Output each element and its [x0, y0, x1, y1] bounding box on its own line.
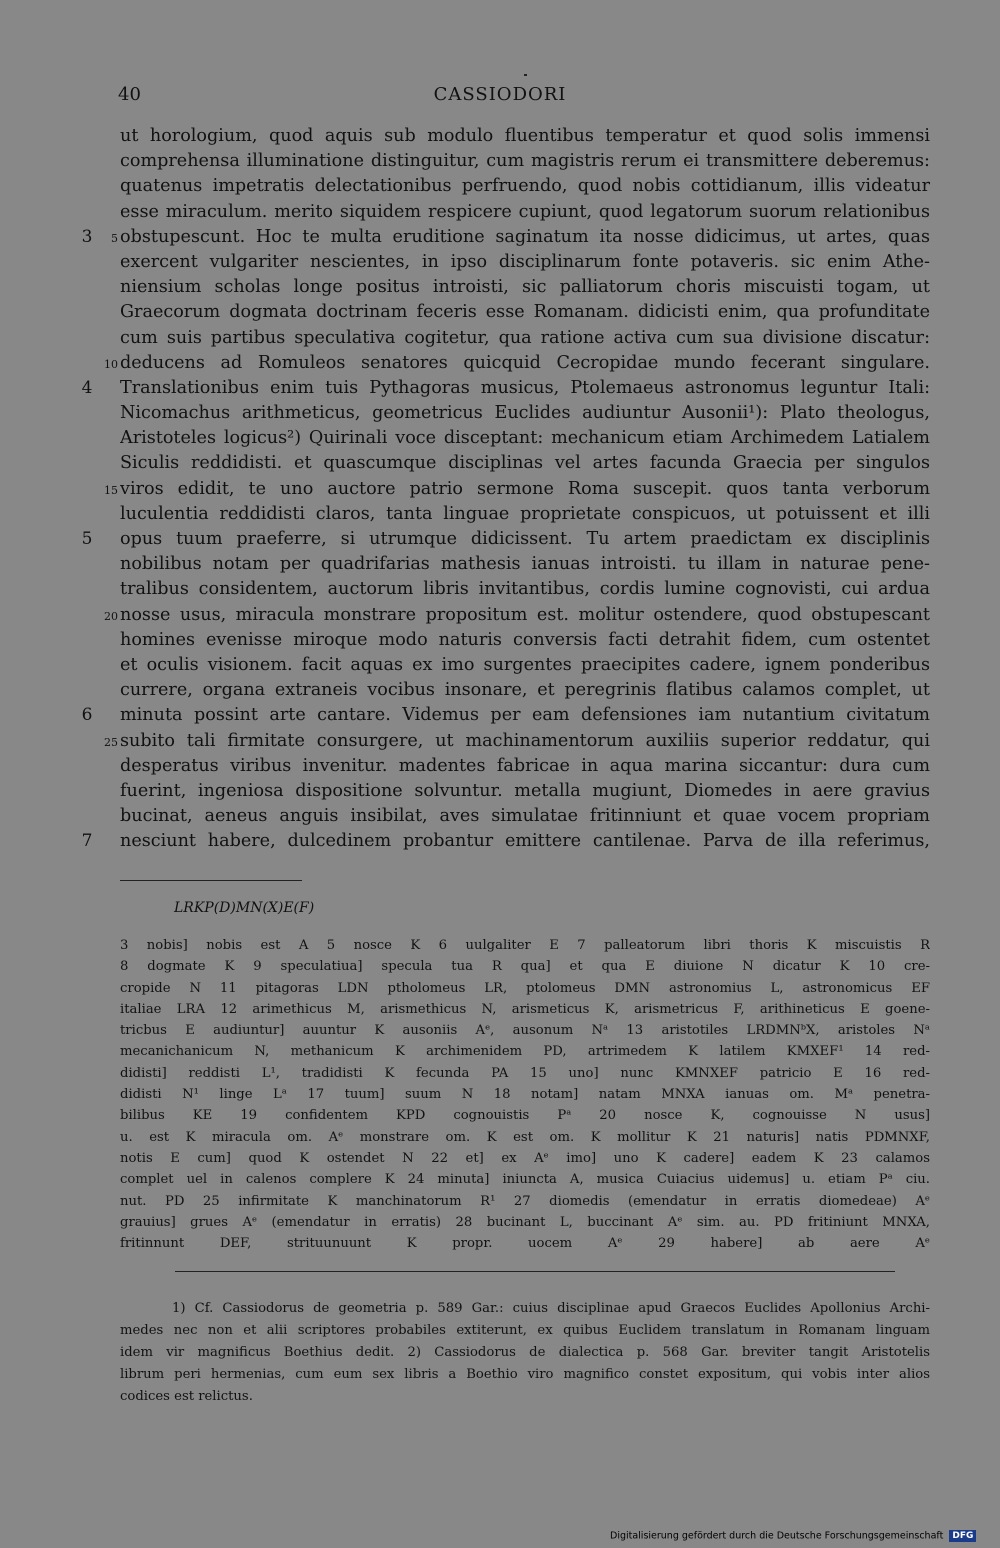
text-line — [0, 451, 1000, 476]
line-text: currere, organa extraneis vocibus insonare, et peregrinis flatibus calamos complet, ut — [120, 680, 930, 701]
line-text: tralibus considentem, auctorum libris invitantibus, cordis lumine cognovisti, cui ardua — [120, 579, 930, 600]
text-line — [0, 527, 1000, 552]
text-line — [0, 149, 1000, 174]
text-line — [0, 678, 1000, 703]
section-number: 7 — [81, 831, 93, 852]
apparatus-line: nut. PD 25 infirmitate K manchinatorum R¹ 27 diomedis (emendatur in erratis diomedeae) Aᵉ — [120, 1193, 930, 1209]
line-text: niensium scholas longe positus introisti, sic palliatorum choris miscuisti togam, ut — [120, 277, 930, 298]
footnote-line: 1) Cf. Cassiodorus de geometria p. 589 Gar.: cuius disciplinae apud Graecos Euclides Apollonius Archi- — [172, 1301, 930, 1316]
running-head: CASSIODORI — [433, 84, 567, 105]
line-text: quatenus impetratis delectationibus perfruendo, quod nobis cottidianum, illis videatur — [120, 176, 930, 197]
text-line — [0, 804, 1000, 829]
line-number: 15 — [104, 483, 118, 497]
page-header — [0, 84, 1000, 108]
footnotes — [120, 1298, 930, 1408]
footnote-line: codices est relictus. — [120, 1389, 253, 1404]
text-line — [0, 225, 1000, 250]
apparatus-line: bilibus KE 19 confidentem KPD cognouistis Pᵃ 20 nosce K, cognouisse N usus] — [120, 1108, 930, 1124]
apparatus-line: u. est K miracula om. Aᵉ monstrare om. K est om. K mollitur K 21 naturis] natis PDMNXF, — [120, 1129, 930, 1145]
dfg-logo: DFG — [949, 1530, 976, 1542]
line-text: cum suis partibus speculativa cogitetur, qua ratione activa cum sua divisione discatur: — [120, 327, 930, 348]
text-line — [0, 401, 1000, 426]
text-line — [0, 829, 1000, 854]
line-text: esse miraculum. merito siquidem respicere cupiunt, quod legatorum suorum relationibus — [120, 201, 930, 222]
line-text: viros edidit, te uno auctore patrio sermone Roma suscepit. quos tanta verborum — [120, 478, 930, 499]
text-line — [0, 552, 1000, 577]
apparatus-line: italiae LRA 12 arimethicus M, arismethicus N, arismeticus K, arismetricus F, arithineticus E goene- — [120, 1001, 930, 1017]
text-line — [0, 124, 1000, 149]
manuscript-sigla: LRKP(D)MN(X)E(F) — [174, 900, 315, 916]
line-text: Aristoteles logicus²) Quirinali voce disceptant: mechanicum etiam Archimedem Latialem — [120, 428, 930, 449]
text-line — [0, 351, 1000, 376]
footnote-line: idem vir magnificus Boethius dedit. 2) Cassiodorus de dialectica p. 568 Gar. breviter tangit Aristotelis — [120, 1345, 930, 1360]
section-number: 4 — [81, 377, 93, 398]
line-text: Translationibus enim tuis Pythagoras musicus, Ptolemaeus astronomus leguntur Itali: — [120, 377, 930, 398]
line-text: nesciunt habere, dulcedinem probantur emittere cantilenae. Parva de illa referimus, — [120, 831, 930, 852]
section-number: 3 — [81, 226, 93, 247]
line-number: 5 — [111, 231, 118, 245]
line-number: 25 — [104, 735, 118, 749]
apparatus-line: 3 nobis] nobis est A 5 nosce K 6 uulgaliter E 7 palleatorum libri thoris K miscuistis R — [120, 938, 930, 953]
line-text: minuta possint arte cantare. Videmus per eam defensiones iam nutantium civitatum — [120, 705, 930, 726]
apparatus-line: didisti N¹ linge Lᵃ 17 tuum] suum N 18 notam] natam MNXA ianuas om. Mᵃ penetra- — [120, 1087, 930, 1103]
apparatus-line: didisti] reddisti L¹, tradidisti K fecunda PA 15 uno] nunc KMNXEF patricio E 16 red- — [120, 1065, 930, 1081]
line-number: 10 — [104, 357, 118, 371]
text-line — [0, 603, 1000, 628]
critical-apparatus — [120, 935, 930, 1254]
page-number: 40 — [118, 84, 141, 105]
line-text: nosse usus, miracula monstrare propositum est. molitur ostendere, quod obstupescant — [120, 604, 930, 625]
apparatus-line: fritinnunt DEF, strituunuunt K propr. uocem Aᵉ 29 habere] ab aere Aᵉ — [120, 1236, 930, 1252]
line-text: bucinat, aeneus anguis insibilat, aves simulatae fritinniunt et quae vocem propriam — [120, 806, 930, 827]
line-text: Nicomachus arithmeticus, geometricus Euclides audiuntur Ausonii¹): Plato theologus, — [120, 403, 930, 424]
text-line — [0, 628, 1000, 653]
line-text: luculentia reddidisti claros, tanta linguae proprietate conspicuos, ut potuissent et illi — [120, 503, 930, 524]
text-line — [0, 426, 1000, 451]
line-text: desperatus viribus invenitur. madentes fabricae in aqua marina siccantur: dura cum — [120, 755, 930, 776]
footer-credit — [610, 1530, 976, 1542]
line-text: homines evenisse miroque modo naturis conversis facti detrahit fidem, cum ostentet — [120, 629, 930, 650]
line-text: comprehensa illuminatione distinguitur, cum magistris rerum ei transmittere deberemus: — [120, 151, 930, 172]
apparatus-line: mecanichanicum N, methanicum K archimenidem PD, artrimedem K latilem KMXEF¹ 14 red- — [120, 1044, 930, 1060]
line-text: exercent vulgariter nescientes, in ipso disciplinarum fonte potaveris. sic enim Athe- — [120, 251, 930, 272]
apparatus-line: 8 dogmate K 9 speculatiua] specula tua R qua] et qua E diuione N dicatur K 10 cre- — [120, 959, 930, 975]
text-line — [0, 326, 1000, 351]
text-line — [0, 577, 1000, 602]
apparatus-line: tricbus E audiuntur] auuntur K ausoniis Aᵉ, ausonum Nᵃ 13 aristotiles LRDMNᵇX, aristoles Nᵃ — [120, 1023, 930, 1039]
footnote-line: medes nec non et alii scriptores probabiles extiterunt, ex quibus Euclidem translatum in Romanam linguam — [120, 1323, 930, 1338]
text-line — [0, 200, 1000, 225]
apparatus-line: cropide N 11 pitagoras LDN ptholomeus LR, ptolomeus DMN astronomius L, astronomicus EF — [120, 980, 930, 996]
text-line — [0, 250, 1000, 275]
line-text: subito tali firmitate consurgere, ut machinamentorum auxiliis superior reddatur, qui — [120, 730, 930, 751]
text-line — [0, 703, 1000, 728]
line-text: Siculis reddidisti. et quascumque disciplinas vel artes facunda Graecia per singulos — [120, 453, 930, 474]
text-line — [0, 754, 1000, 779]
text-line — [0, 779, 1000, 804]
text-line — [0, 376, 1000, 401]
section-number: 5 — [81, 529, 93, 549]
apparatus-line: complet uel in calenos complere K 24 minuta] iniuncta A, musica Cuiacius uidemus] u. etiam Pᵃ ciu. — [120, 1172, 930, 1188]
line-text: fuerint, ingeniosa dispositione solvuntur. metalla mugiunt, Diomedes in aere gravius — [120, 780, 930, 801]
text-line — [0, 502, 1000, 527]
line-text: ut horologium, quod aquis sub modulo fluentibus temperatur et quod solis immensi — [120, 126, 930, 146]
apparatus-footnote-divider — [175, 1271, 895, 1272]
line-text: et oculis visionem. facit aquas ex imo surgentes praecipites cadere, ignem ponderibus — [120, 654, 930, 675]
main-text — [0, 124, 1000, 854]
text-line — [0, 275, 1000, 300]
apparatus-line: grauius] grues Aᵉ (emendatur in erratis) 28 bucinant L, buccinant Aᵉ sim. au. PD fritiniunt MNXA, — [120, 1214, 930, 1230]
text-line — [0, 477, 1000, 502]
apparatus-line: notis E cum] quod K ostendet N 22 et] ex Aᵉ imo] uno K cadere] eadem K 23 calamos — [120, 1150, 930, 1166]
line-text: Graecorum dogmata doctrinam feceris esse Romanam. didicisti enim, qua profunditate — [120, 302, 930, 323]
text-line — [0, 729, 1000, 754]
line-text: opus tuum praeferre, si utrumque didicissent. Tu artem praedictam ex disciplinis — [120, 529, 930, 549]
section-number: 6 — [81, 705, 93, 726]
footer-text: Digitalisierung gefördert durch die Deutsche Forschungsgemeinschaft — [610, 1530, 944, 1542]
line-text: obstupescunt. Hoc te multa eruditione saginatum ita nosse didicimus, ut artes, quas — [120, 226, 930, 247]
footnote-line: librum peri hermenias, cum eum sex libris a Boethio viro magnifico constet expositum, qui vobis inter alios — [120, 1367, 930, 1382]
text-apparatus-divider — [120, 880, 302, 881]
text-line — [0, 300, 1000, 325]
ink-speck — [524, 74, 527, 76]
text-line — [0, 653, 1000, 678]
line-number: 20 — [104, 609, 118, 623]
line-text: nobilibus notam per quadrifarias mathesis ianuas introisti. tu illam in naturae pene- — [120, 554, 930, 575]
text-line — [0, 174, 1000, 199]
line-text: deducens ad Romuleos senatores quicquid Cecropidae mundo fecerant singulare. — [120, 352, 930, 373]
